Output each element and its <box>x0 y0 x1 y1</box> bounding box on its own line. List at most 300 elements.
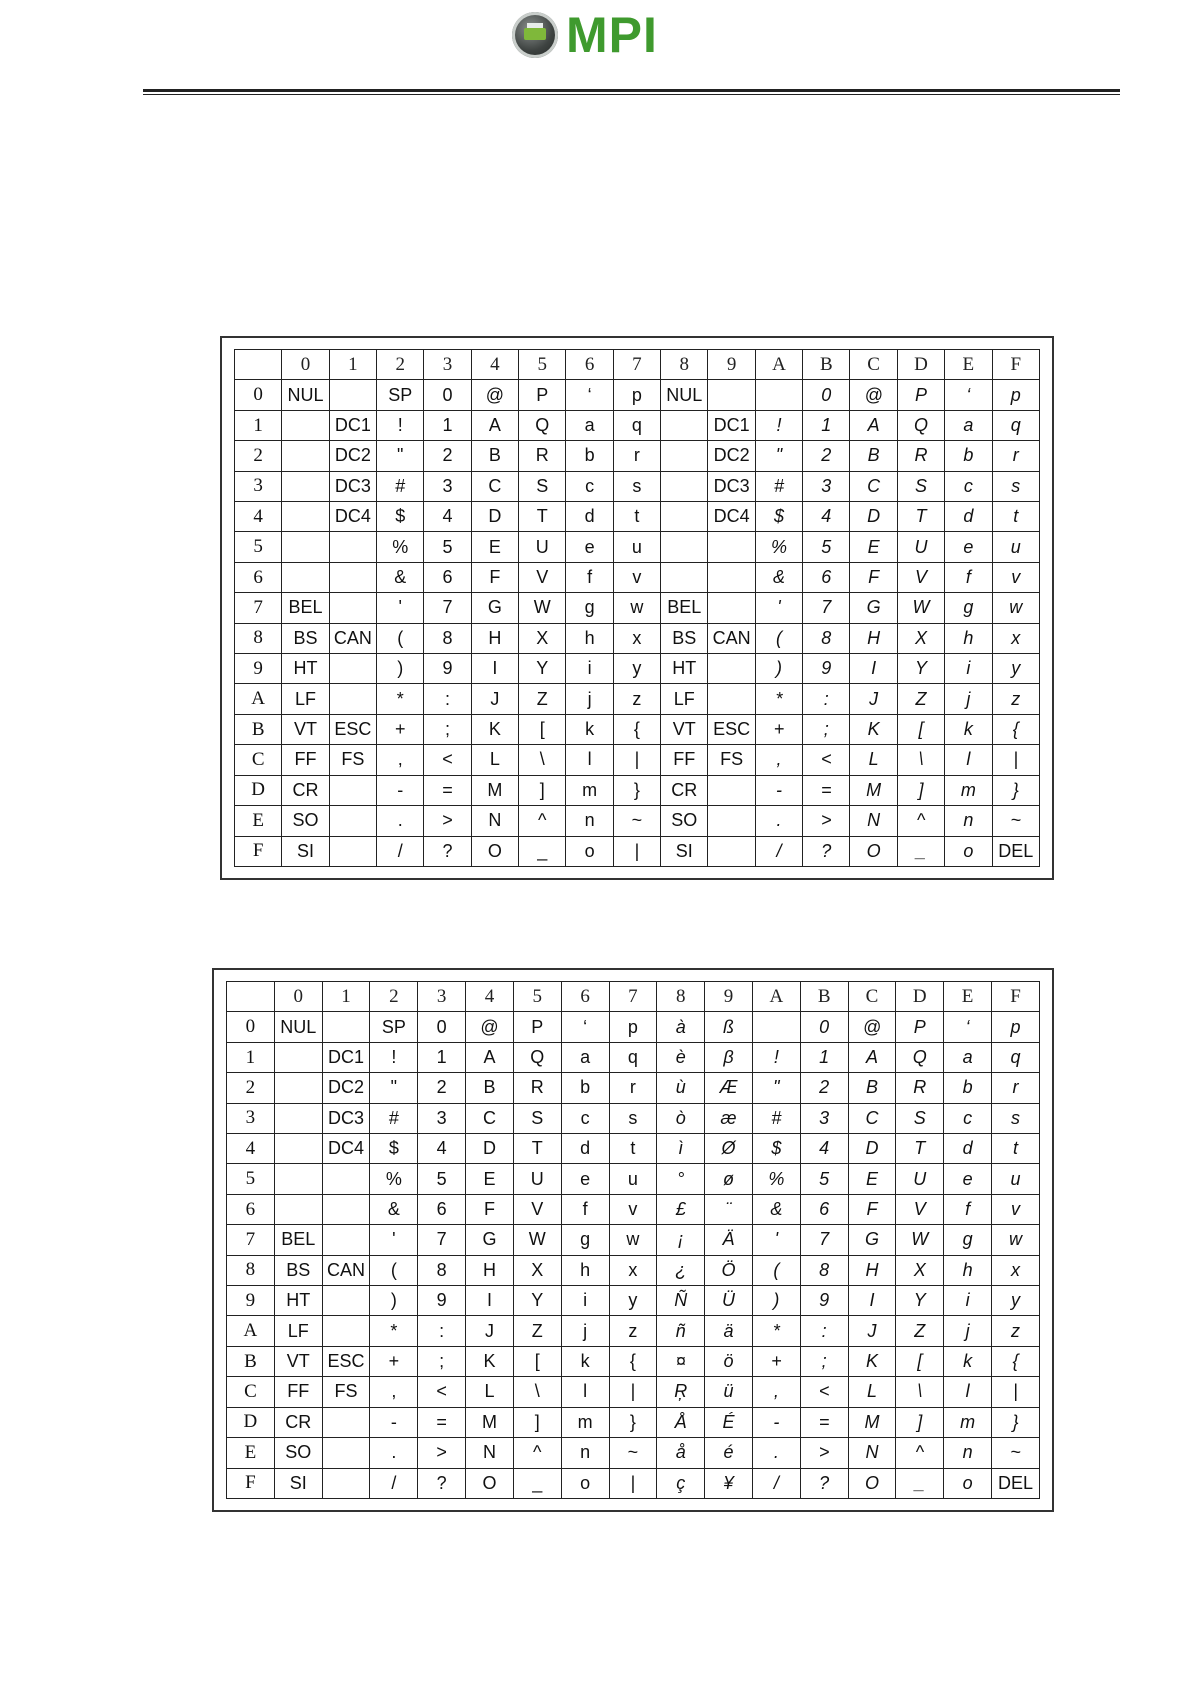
char-cell: m <box>944 1407 992 1437</box>
char-cell: β <box>705 1042 753 1072</box>
char-cell: Q <box>897 410 944 440</box>
char-cell: T <box>519 502 566 532</box>
char-cell: n <box>561 1438 609 1468</box>
column-header: 6 <box>561 982 609 1012</box>
char-cell: ‘ <box>944 1012 992 1042</box>
char-cell: i <box>561 1286 609 1316</box>
char-cell: c <box>561 1103 609 1133</box>
char-cell: d <box>944 1134 992 1164</box>
char-cell <box>322 1012 370 1042</box>
char-cell: y <box>613 654 660 684</box>
char-cell: DEL <box>992 836 1040 867</box>
char-cell: # <box>377 471 424 501</box>
char-cell: h <box>944 1255 992 1285</box>
char-cell: a <box>945 410 992 440</box>
char-cell <box>282 562 329 592</box>
char-cell: ' <box>755 593 802 623</box>
char-cell: R <box>519 441 566 471</box>
char-cell <box>329 532 376 562</box>
char-cell: 1 <box>418 1042 466 1072</box>
char-cell: 6 <box>800 1194 848 1224</box>
char-cell: à <box>657 1012 705 1042</box>
column-header: 4 <box>471 350 518 380</box>
char-cell: b <box>944 1073 992 1103</box>
char-cell: J <box>471 684 518 714</box>
table-row <box>235 380 1040 410</box>
char-cell: 4 <box>418 1134 466 1164</box>
char-cell <box>322 1286 370 1316</box>
char-cell: f <box>944 1194 992 1224</box>
row-header: 7 <box>227 1225 275 1255</box>
char-cell: 3 <box>803 471 850 501</box>
char-cell: % <box>377 532 424 562</box>
char-cell: E <box>848 1164 896 1194</box>
char-cell: 2 <box>803 441 850 471</box>
char-cell: DC1 <box>708 410 755 440</box>
char-cell: w <box>609 1225 657 1255</box>
table-row <box>227 1438 1040 1468</box>
char-cell: f <box>561 1194 609 1224</box>
char-cell <box>661 441 708 471</box>
char-cell: g <box>944 1225 992 1255</box>
char-cell: J <box>850 684 897 714</box>
char-cell: ^ <box>897 806 944 836</box>
charset-table-2 <box>226 981 1040 1499</box>
char-cell: , <box>377 745 424 775</box>
char-cell: r <box>613 441 660 471</box>
row-header: 2 <box>235 441 282 471</box>
char-cell <box>329 654 376 684</box>
row-header: F <box>227 1468 275 1499</box>
char-cell: 1 <box>424 410 471 440</box>
char-cell <box>329 775 376 805</box>
char-cell: SI <box>661 836 708 867</box>
char-cell: h <box>561 1255 609 1285</box>
char-cell <box>322 1438 370 1468</box>
char-cell: H <box>466 1255 514 1285</box>
char-cell: D <box>848 1134 896 1164</box>
column-header: 8 <box>657 982 705 1012</box>
char-cell: % <box>755 532 802 562</box>
char-cell: p <box>613 380 660 410</box>
char-cell: 5 <box>803 532 850 562</box>
table-row <box>227 1164 1040 1194</box>
char-cell: z <box>609 1316 657 1346</box>
char-cell: ù <box>657 1073 705 1103</box>
char-cell: c <box>566 471 613 501</box>
char-cell: ' <box>752 1225 800 1255</box>
char-cell <box>329 684 376 714</box>
table-row <box>235 562 1040 592</box>
char-cell: ¤ <box>657 1346 705 1376</box>
char-cell: , <box>752 1377 800 1407</box>
table-row <box>227 1134 1040 1164</box>
char-cell: % <box>752 1164 800 1194</box>
char-cell <box>661 502 708 532</box>
char-cell: DC2 <box>322 1073 370 1103</box>
char-cell: ? <box>803 836 850 867</box>
column-header: 4 <box>466 982 514 1012</box>
char-cell: ^ <box>519 806 566 836</box>
char-cell: P <box>897 380 944 410</box>
char-cell: u <box>992 532 1040 562</box>
char-cell: DC4 <box>322 1134 370 1164</box>
table-row <box>227 1194 1040 1224</box>
char-cell: ¨ <box>705 1194 753 1224</box>
char-cell: ' <box>377 593 424 623</box>
char-cell: ü <box>705 1377 753 1407</box>
char-cell: I <box>850 654 897 684</box>
column-header: 3 <box>418 982 466 1012</box>
char-cell: ] <box>896 1407 944 1437</box>
char-cell: & <box>755 562 802 592</box>
char-cell: ) <box>370 1286 418 1316</box>
char-cell: & <box>752 1194 800 1224</box>
char-cell: G <box>471 593 518 623</box>
corner-cell <box>235 350 282 380</box>
row-header: 3 <box>235 471 282 501</box>
char-cell: s <box>613 471 660 501</box>
char-cell: FF <box>282 745 329 775</box>
column-header: 0 <box>274 982 322 1012</box>
char-cell <box>274 1073 322 1103</box>
table-row <box>227 1042 1040 1072</box>
char-cell: ? <box>800 1468 848 1499</box>
char-cell: } <box>613 775 660 805</box>
column-header: 9 <box>705 982 753 1012</box>
table-row <box>235 775 1040 805</box>
char-cell: 9 <box>803 654 850 684</box>
row-header: 9 <box>235 654 282 684</box>
char-cell: 5 <box>800 1164 848 1194</box>
char-cell: u <box>613 532 660 562</box>
row-header: 3 <box>227 1103 275 1133</box>
char-cell: I <box>471 654 518 684</box>
char-cell: : <box>800 1316 848 1346</box>
char-cell: d <box>945 502 992 532</box>
char-cell: W <box>897 593 944 623</box>
char-cell <box>282 410 329 440</box>
char-cell: ‘ <box>566 380 613 410</box>
char-cell: < <box>800 1377 848 1407</box>
char-cell: t <box>992 502 1040 532</box>
char-cell: Z <box>896 1316 944 1346</box>
char-cell: | <box>613 745 660 775</box>
char-cell: } <box>609 1407 657 1437</box>
char-cell: SO <box>274 1438 322 1468</box>
char-cell: S <box>896 1103 944 1133</box>
row-header: F <box>235 836 282 867</box>
table-row <box>227 1073 1040 1103</box>
row-header: A <box>235 684 282 714</box>
char-cell: = <box>800 1407 848 1437</box>
char-cell: DC2 <box>708 441 755 471</box>
char-cell: 8 <box>424 623 471 653</box>
table-row <box>235 684 1040 714</box>
char-cell: g <box>561 1225 609 1255</box>
char-cell: | <box>609 1377 657 1407</box>
char-cell: b <box>566 441 613 471</box>
char-cell: ! <box>370 1042 418 1072</box>
table-row <box>227 1103 1040 1133</box>
char-cell: N <box>848 1438 896 1468</box>
char-cell: m <box>561 1407 609 1437</box>
column-header: E <box>945 350 992 380</box>
char-cell: | <box>992 745 1040 775</box>
char-cell: - <box>752 1407 800 1437</box>
row-header: 0 <box>235 380 282 410</box>
char-cell: ' <box>370 1225 418 1255</box>
char-cell: l <box>566 745 613 775</box>
row-header: A <box>227 1316 275 1346</box>
char-cell: D <box>466 1134 514 1164</box>
char-cell: y <box>992 654 1040 684</box>
char-cell: + <box>370 1346 418 1376</box>
char-cell: k <box>566 714 613 744</box>
column-header: 8 <box>661 350 708 380</box>
char-cell: Å <box>657 1407 705 1437</box>
char-cell <box>282 441 329 471</box>
column-header: 5 <box>519 350 566 380</box>
table-row <box>227 1225 1040 1255</box>
char-cell: CR <box>661 775 708 805</box>
char-cell <box>329 593 376 623</box>
char-cell: W <box>519 593 566 623</box>
char-cell: o <box>561 1468 609 1499</box>
char-cell: ( <box>755 623 802 653</box>
char-cell: q <box>613 410 660 440</box>
char-cell: 2 <box>424 441 471 471</box>
char-cell: \ <box>897 745 944 775</box>
char-cell: FS <box>329 745 376 775</box>
char-cell: M <box>850 775 897 805</box>
char-cell: S <box>519 471 566 501</box>
char-cell: x <box>992 1255 1040 1285</box>
row-header: C <box>235 745 282 775</box>
char-cell: 3 <box>424 471 471 501</box>
char-cell: T <box>897 502 944 532</box>
char-cell: ° <box>657 1164 705 1194</box>
char-cell: l <box>561 1377 609 1407</box>
char-cell: æ <box>705 1103 753 1133</box>
char-cell: B <box>471 441 518 471</box>
char-cell: L <box>466 1377 514 1407</box>
table-row <box>235 410 1040 440</box>
char-cell: P <box>896 1012 944 1042</box>
char-cell <box>322 1194 370 1224</box>
char-cell: [ <box>513 1346 561 1376</box>
char-cell: * <box>377 684 424 714</box>
char-cell: > <box>418 1438 466 1468</box>
char-cell: ] <box>519 775 566 805</box>
char-cell: S <box>897 471 944 501</box>
char-cell: p <box>609 1012 657 1042</box>
char-cell: NUL <box>661 380 708 410</box>
char-cell: i <box>945 654 992 684</box>
char-cell: ? <box>418 1468 466 1499</box>
char-cell <box>322 1316 370 1346</box>
char-cell: X <box>519 623 566 653</box>
char-cell: 2 <box>418 1073 466 1103</box>
char-cell: G <box>850 593 897 623</box>
char-cell: _ <box>897 836 944 867</box>
char-cell: BEL <box>282 593 329 623</box>
char-cell: 7 <box>803 593 850 623</box>
char-cell: Ñ <box>657 1286 705 1316</box>
char-cell: " <box>752 1073 800 1103</box>
char-cell: O <box>466 1468 514 1499</box>
char-cell: ( <box>377 623 424 653</box>
char-cell: 7 <box>418 1225 466 1255</box>
char-cell <box>274 1103 322 1133</box>
char-cell: j <box>566 684 613 714</box>
char-cell: > <box>424 806 471 836</box>
char-cell: # <box>752 1103 800 1133</box>
char-cell: 7 <box>424 593 471 623</box>
char-cell: N <box>850 806 897 836</box>
char-cell: Y <box>897 654 944 684</box>
char-cell: ESC <box>708 714 755 744</box>
char-cell: K <box>466 1346 514 1376</box>
char-cell: = <box>424 775 471 805</box>
char-cell: } <box>992 1407 1040 1437</box>
char-cell: v <box>613 562 660 592</box>
column-header: A <box>755 350 802 380</box>
char-cell: h <box>945 623 992 653</box>
char-cell: { <box>992 1346 1040 1376</box>
mpi-logo <box>512 7 658 63</box>
char-cell: > <box>800 1438 848 1468</box>
char-cell: Ä <box>705 1225 753 1255</box>
char-cell: D <box>471 502 518 532</box>
char-cell: 4 <box>803 502 850 532</box>
char-cell: s <box>992 1103 1040 1133</box>
char-cell: > <box>803 806 850 836</box>
char-cell: C <box>848 1103 896 1133</box>
char-cell <box>322 1468 370 1499</box>
char-cell <box>708 806 755 836</box>
char-cell: W <box>896 1225 944 1255</box>
char-cell: ; <box>424 714 471 744</box>
char-cell: + <box>377 714 424 744</box>
charset-table-1 <box>234 349 1040 867</box>
logo-text: MPI <box>566 7 658 63</box>
char-cell: 8 <box>803 623 850 653</box>
char-cell: p <box>992 1012 1040 1042</box>
char-cell: 4 <box>424 502 471 532</box>
char-cell: ç <box>657 1468 705 1499</box>
char-cell: o <box>944 1468 992 1499</box>
char-cell: 1 <box>803 410 850 440</box>
char-cell: DC3 <box>329 471 376 501</box>
column-header: 2 <box>377 350 424 380</box>
char-cell: ) <box>755 654 802 684</box>
char-cell: t <box>613 502 660 532</box>
char-cell: C <box>850 471 897 501</box>
char-cell: | <box>613 836 660 867</box>
char-cell: { <box>992 714 1040 744</box>
char-cell: O <box>471 836 518 867</box>
char-cell: FF <box>274 1377 322 1407</box>
char-cell: < <box>418 1377 466 1407</box>
char-cell: " <box>755 441 802 471</box>
char-cell: w <box>992 1225 1040 1255</box>
char-cell: K <box>471 714 518 744</box>
char-cell: ~ <box>992 806 1040 836</box>
char-cell: DC3 <box>322 1103 370 1133</box>
char-cell: - <box>370 1407 418 1437</box>
char-cell: z <box>992 684 1040 714</box>
char-cell: j <box>944 1316 992 1346</box>
char-cell: ¿ <box>657 1255 705 1285</box>
char-cell: R <box>897 441 944 471</box>
char-cell <box>708 654 755 684</box>
char-cell: l <box>944 1377 992 1407</box>
char-cell: DC4 <box>329 502 376 532</box>
char-cell: e <box>944 1164 992 1194</box>
column-header: 5 <box>513 982 561 1012</box>
char-cell: F <box>848 1194 896 1224</box>
char-cell: 0 <box>803 380 850 410</box>
table-row <box>235 623 1040 653</box>
row-header: E <box>235 806 282 836</box>
char-cell: \ <box>896 1377 944 1407</box>
char-cell <box>708 562 755 592</box>
char-cell: [ <box>519 714 566 744</box>
char-cell: 6 <box>424 562 471 592</box>
char-cell: N <box>466 1438 514 1468</box>
char-cell: % <box>370 1164 418 1194</box>
char-cell: q <box>609 1042 657 1072</box>
char-cell <box>661 532 708 562</box>
char-cell: $ <box>755 502 802 532</box>
char-cell: Ø <box>705 1134 753 1164</box>
column-header: 7 <box>613 350 660 380</box>
column-header: A <box>752 982 800 1012</box>
char-cell: ( <box>370 1255 418 1285</box>
char-cell: U <box>519 532 566 562</box>
char-cell <box>329 380 376 410</box>
row-header: 9 <box>227 1286 275 1316</box>
column-header: 7 <box>609 982 657 1012</box>
char-cell: C <box>471 471 518 501</box>
char-cell: x <box>613 623 660 653</box>
char-cell: d <box>561 1134 609 1164</box>
char-cell: " <box>377 441 424 471</box>
char-cell: É <box>705 1407 753 1437</box>
char-cell: _ <box>519 836 566 867</box>
row-header: 8 <box>235 623 282 653</box>
char-cell: ) <box>377 654 424 684</box>
char-cell: . <box>752 1438 800 1468</box>
row-header: 8 <box>227 1255 275 1285</box>
char-cell: z <box>992 1316 1040 1346</box>
column-header: B <box>803 350 850 380</box>
row-header: 2 <box>227 1073 275 1103</box>
char-cell <box>708 532 755 562</box>
char-cell: ESC <box>322 1346 370 1376</box>
table-row <box>235 714 1040 744</box>
char-cell: | <box>992 1377 1040 1407</box>
char-cell: / <box>752 1468 800 1499</box>
char-cell: + <box>752 1346 800 1376</box>
char-cell: ] <box>897 775 944 805</box>
table-row <box>235 593 1040 623</box>
char-cell: VT <box>282 714 329 744</box>
char-cell: q <box>992 410 1040 440</box>
charset-table-frame-2 <box>212 968 1054 1512</box>
char-cell: b <box>945 441 992 471</box>
